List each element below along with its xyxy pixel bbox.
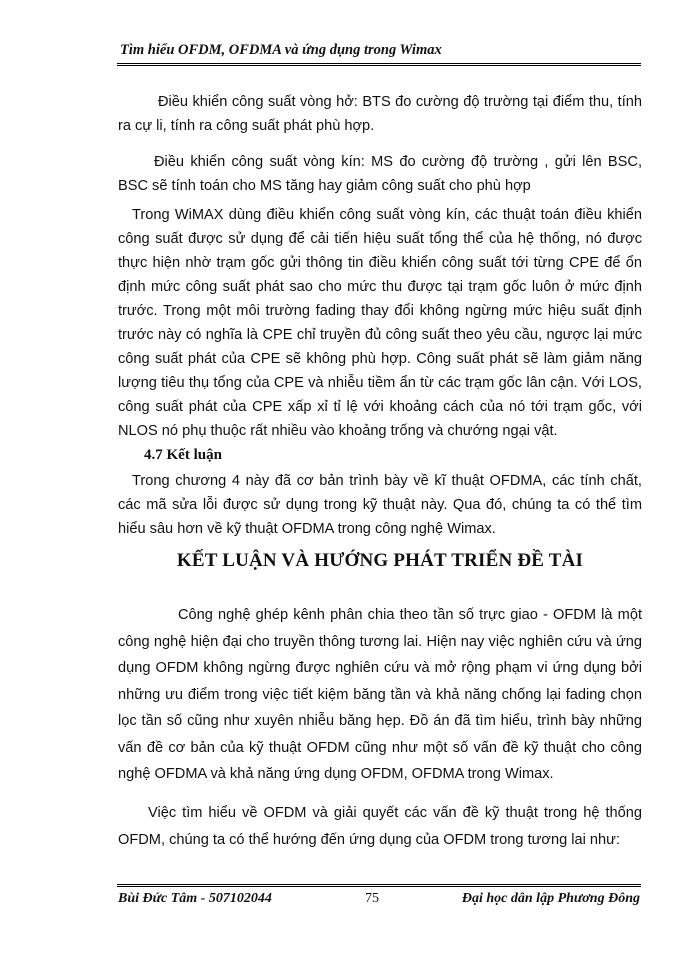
paragraph-conclusion-ofdm: Công nghệ ghép kênh phân chia theo tần số trực giao - OFDM là một công nghệ hiện đại cho truyền thông tương lai. Hiện nay việc nghiên cứu và ứng dụng OFDM không ngừng được nghiên cứu và mở rộng phạm vi ứng dụng bởi những ưu điểm trong việc tiết kiệm băng tần và khả năng chống lại fading chọn lọc tần số cũng như xuyên nhiễu băng hẹp. Đồ án đã tìm hiểu, trình bày những vấn đề cơ bản của kỹ thuật OFDM cũng như một số vấn đề kỹ thuật cho công nghệ OFDMA và khả năng ứng dụng OFDM, OFDMA trong Wimax. [118, 607, 642, 782]
page-content [118, 80, 642, 854]
paragraph-chapter-summary: Trong chương 4 này đã cơ bản trình bày về kĩ thuật OFDMA, các tính chất, các mã sửa lỗi được sử dụng trong kỹ thuật này. Qua đó, chúng ta có thể tìm hiểu sâu hơn về kỹ thuật OFDMA trong công nghệ Wimax. [118, 473, 642, 537]
footer-divider [117, 884, 641, 887]
footer-institution: Đại học dân lập Phương Đông [461, 891, 640, 906]
paragraph-wimax-power-control: Trong WiMAX dùng điều khiển công suất vòng kín, các thuật toán điều khiển công suất được sử dụng để cải tiến hiệu suất tổng thể của hệ thống, nó được thực hiện nhờ trạm gốc gửi thông tin điều khiển công suất tới từng CPE để ổn định mức công suất phát sao cho mức thu được tại trạm gốc luôn ở mức định trước. Trong một môi trường fading thay đổi không ngừng mức hiệu suất định trước này có nghĩa là CPE chỉ truyền đủ công suất theo yêu cầu, ngược lại mức công suất phát của CPE sẽ không phù hợp. Công suất phát sẽ làm giảm năng lượng tiêu thụ tổng của CPE và nhiễu tiềm ẩn từ các trạm gốc lân cận. Với LOS, công suất phát của CPE xấp xỉ tỉ lệ với khoảng cách của nó tới trạm gốc, với NLOS nó phụ thuộc rất nhiều vào khoảng trống và chướng ngại vật. [118, 207, 642, 439]
running-header-title: Tìm hiểu OFDM, OFDMA và ứng dụng trong Wimax [120, 42, 442, 58]
chapter-heading: KẾT LUẬN VÀ HƯỚNG PHÁT TRIỂN ĐỀ TÀI [176, 550, 584, 571]
paragraph-open-loop-power-control: Điều khiển công suất vòng hở: BTS đo cường độ trường tại điểm thu, tính ra cự li, tính ra công suất phát phù hợp. [118, 94, 642, 134]
section-heading-conclusion: 4.7 Kết luận [144, 447, 222, 463]
paragraph-conclusion-future: Việc tìm hiểu về OFDM và giải quyết các vấn đề kỹ thuật trong hệ thống OFDM, chúng ta có thể hướng đến ứng dụng của OFDM trong tương lai như: [118, 804, 642, 848]
paragraph-closed-loop-power-control: Điều khiển công suất vòng kín: MS đo cường độ trường , gửi lên BSC, BSC sẽ tính toán cho MS tăng hay giảm công suất cho phù hợp [118, 154, 642, 194]
header-divider [117, 63, 641, 66]
footer-author: Bùi Đức Tâm - 507102044 [118, 891, 272, 906]
page-number: 75 [365, 891, 379, 906]
